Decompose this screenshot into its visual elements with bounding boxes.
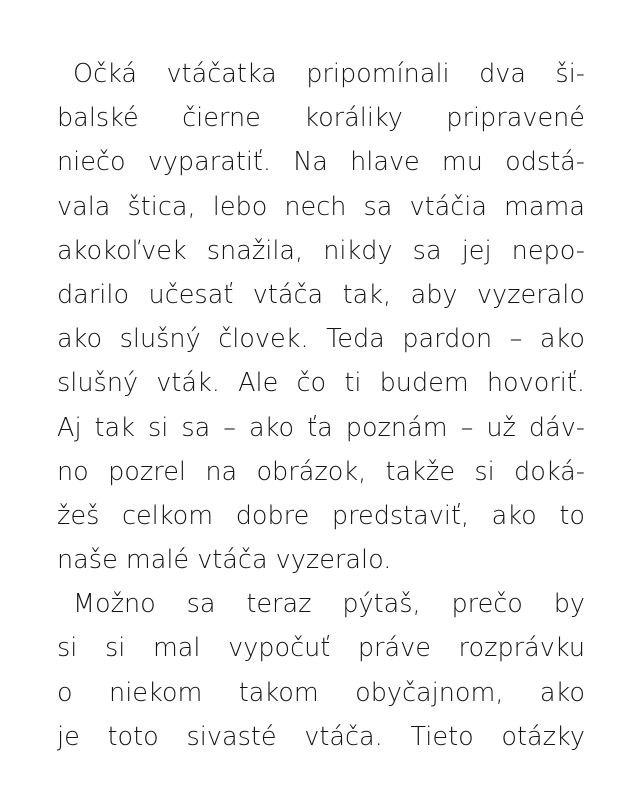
text-line: slušný vták. Ale čo ti budem hovoriť.	[57, 368, 585, 399]
text-line: naše malé vtáča vyzeralo.	[57, 545, 392, 576]
text-line: Očká vtáčatka pripomínali dva ši-	[73, 59, 585, 89]
text-line: žeš celkom dobre predstaviť, ako to	[57, 500, 585, 531]
paragraph-2	[57, 582, 585, 759]
book-page-text	[57, 52, 585, 759]
paragraph-1	[57, 52, 585, 582]
text-line: ako slušný človek. Teda pardon – ako	[57, 324, 585, 355]
text-line: Možno sa teraz pýtaš, prečo by	[73, 589, 585, 620]
text-line: o niekom takom obyčajnom, ako	[57, 677, 585, 708]
text-line: no pozrel na obrázok, takže si doká-	[57, 456, 585, 487]
text-line: vala štica, lebo nech sa vtáčia mama	[57, 191, 585, 222]
text-line: balské čierne koráliky pripravené	[57, 103, 585, 134]
text-line: darilo učesať vtáča tak, aby vyzeralo	[57, 279, 585, 310]
text-line: si si mal vypočuť práve rozprávku	[57, 633, 585, 664]
text-line: akokoľvek snažila, nikdy sa jej nepo-	[57, 235, 585, 266]
text-line: je toto sivasté vtáča. Tieto otázky	[57, 721, 585, 752]
text-line: niečo vyparatiť. Na hlave mu odstá-	[57, 147, 585, 178]
text-line: Aj tak si sa – ako ťa poznám – už dáv-	[57, 412, 585, 443]
